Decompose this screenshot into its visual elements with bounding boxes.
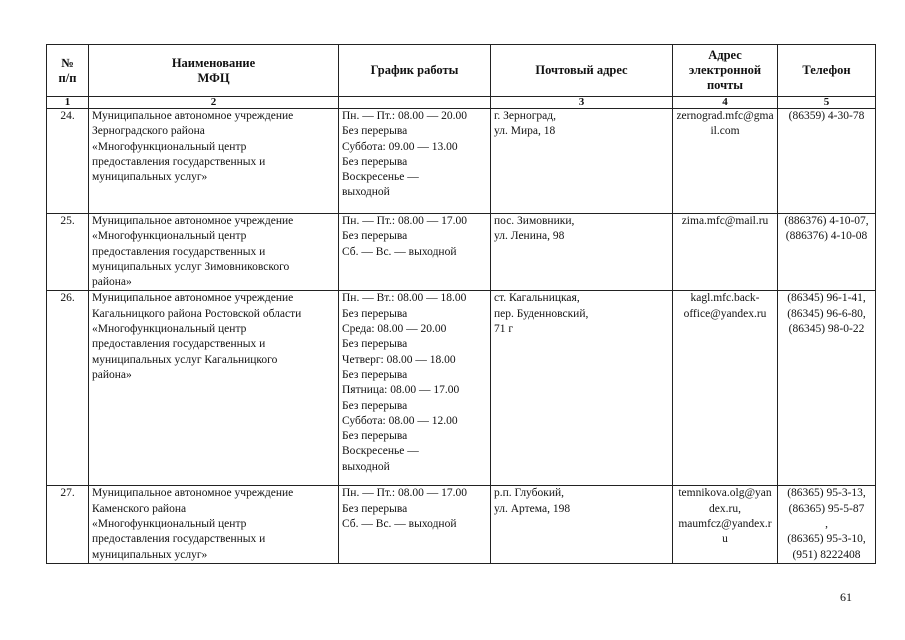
schedule-line: Без перерыва <box>342 338 408 351</box>
schedule-line: Без перерыва <box>342 155 408 168</box>
email-text: zernograd.mfc@gmail.com <box>676 110 774 138</box>
header-row <box>47 45 876 97</box>
phone-text: (86365) 95-3-13, (86365) 95-5-87 , (86365) 95-3-10, (951) 8222408 <box>787 487 866 561</box>
phone-cell <box>778 214 876 291</box>
address-cell <box>491 214 673 291</box>
schedule-line: Без перерыва <box>342 430 408 443</box>
header-schedule: График работы <box>339 45 491 97</box>
name-line: предоставления государственных и <box>92 533 266 546</box>
table-body <box>47 109 876 564</box>
page-number: 61 <box>840 590 852 604</box>
name-line: предоставления государственных и <box>92 155 266 168</box>
schedule-line: Суббота: 08.00 — 12.00 <box>342 414 458 427</box>
header-phone: Телефон <box>778 45 876 97</box>
column-number-2: 2 <box>89 97 339 109</box>
schedule-line: Четверг: 08.00 — 18.00 <box>342 353 456 366</box>
mfc-name-cell <box>89 214 339 291</box>
table-row <box>47 109 876 214</box>
email-cell <box>673 486 778 563</box>
mfc-name-cell <box>89 291 339 486</box>
address-line: ул. Ленина, 98 <box>494 230 565 243</box>
schedule-line: выходной <box>342 186 390 199</box>
header-email: Адрес электронной почты <box>673 45 778 97</box>
name-line: муниципальных услуг Кагальницкого <box>92 353 278 366</box>
address-line: ул. Артема, 198 <box>494 502 571 515</box>
phone-cell <box>778 291 876 486</box>
schedule-cell <box>339 109 491 214</box>
name-line: Кагальницкого района Ростовской области <box>92 307 302 320</box>
schedule-line: Без перерыва <box>342 502 408 515</box>
name-line: Муниципальное автономное учреждение <box>92 110 294 122</box>
name-line: «Многофункциональный центр <box>92 230 247 243</box>
name-line: предоставления государственных и <box>92 245 266 258</box>
header-name: Наименование МФЦ <box>89 45 339 97</box>
email-cell <box>673 109 778 214</box>
header-num: № п/п <box>47 45 89 97</box>
phone-text: (86345) 96-1-41, (86345) 96-6-80, (86345) 98-0-22 <box>787 292 866 336</box>
address-line: г. Зерноград, <box>494 110 556 122</box>
schedule-line: Без перерыва <box>342 230 408 243</box>
schedule-cell <box>339 486 491 563</box>
address-line: 71 г <box>494 323 514 336</box>
schedule-line: Пн. — Пт.: 08.00 — 17.00 <box>342 215 467 227</box>
name-line: Каменского района <box>92 502 187 515</box>
address-line: пер. Буденновский, <box>494 307 589 320</box>
name-line: «Многофункциональный центр <box>92 140 247 153</box>
address-cell <box>491 109 673 214</box>
schedule-line: Без перерыва <box>342 125 408 138</box>
schedule-line: Сб. — Вс. — выходной <box>342 518 457 531</box>
phone-text: (86359) 4-30-78 <box>788 110 865 122</box>
address-line: ст. Кагальницкая, <box>494 292 580 305</box>
column-number-row <box>47 97 876 109</box>
address-line: ул. Мира, 18 <box>494 125 556 138</box>
schedule-line: Без перерыва <box>342 307 408 320</box>
table-row <box>47 214 876 291</box>
table-row <box>47 486 876 563</box>
mfc-name-cell <box>89 109 339 214</box>
address-line: пос. Зимовники, <box>494 215 575 227</box>
mfc-name-cell <box>89 486 339 563</box>
column-number-3: 3 <box>491 97 673 109</box>
header-address: Почтовый адрес <box>491 45 673 97</box>
schedule-line: Воскресенье — <box>342 171 419 184</box>
name-line: Муниципальное автономное учреждение <box>92 215 294 227</box>
row-number-cell: 26. <box>47 291 89 486</box>
phone-text: (886376) 4-10-07, (886376) 4-10-08 <box>784 215 869 243</box>
name-line: района» <box>92 276 132 289</box>
schedule-line: Без перерыва <box>342 399 408 412</box>
row-number-cell: 25. <box>47 214 89 291</box>
address-line: р.п. Глубокий, <box>494 487 565 500</box>
schedule-cell <box>339 291 491 486</box>
name-line: муниципальных услуг» <box>92 171 208 184</box>
mfc-table <box>46 44 876 564</box>
schedule-line: Без перерыва <box>342 368 408 381</box>
name-line: «Многофункциональный центр <box>92 323 247 336</box>
schedule-line: Сб. — Вс. — выходной <box>342 245 457 258</box>
schedule-line: Среда: 08.00 — 20.00 <box>342 323 447 336</box>
schedule-line: Пн. — Пт.: 08.00 — 20.00 <box>342 110 467 122</box>
name-line: муниципальных услуг Зимовниковского <box>92 260 290 273</box>
schedule-line: Пн. — Пт.: 08.00 — 17.00 <box>342 487 467 500</box>
schedule-line: Пн. — Вт.: 08.00 — 18.00 <box>342 292 467 305</box>
column-number-4: 4 <box>673 97 778 109</box>
column-number-empty <box>339 97 491 109</box>
email-cell <box>673 214 778 291</box>
schedule-line: Воскресенье — <box>342 445 419 458</box>
schedule-line: выходной <box>342 460 390 473</box>
address-cell <box>491 486 673 563</box>
name-line: района» <box>92 368 132 381</box>
table-row <box>47 291 876 486</box>
name-line: Муниципальное автономное учреждение <box>92 487 294 500</box>
phone-cell <box>778 486 876 563</box>
email-text: kagl.mfc.back-office@yandex.ru <box>683 292 767 320</box>
name-line: Зерноградского района <box>92 125 205 138</box>
name-line: муниципальных услуг» <box>92 548 208 561</box>
row-number-cell: 24. <box>47 109 89 214</box>
address-cell <box>491 291 673 486</box>
row-number-cell: 27. <box>47 486 89 563</box>
schedule-line: Суббота: 09.00 — 13.00 <box>342 140 458 153</box>
column-number-5: 5 <box>778 97 876 109</box>
name-line: «Многофункциональный центр <box>92 518 247 531</box>
email-text: temnikova.olg@yandex.ru, maumfcz@yandex.ru <box>678 487 772 546</box>
schedule-line: Пятница: 08.00 — 17.00 <box>342 384 460 397</box>
name-line: предоставления государственных и <box>92 338 266 351</box>
schedule-cell <box>339 214 491 291</box>
phone-cell <box>778 109 876 214</box>
column-number-1: 1 <box>47 97 89 109</box>
email-text: zima.mfc@mail.ru <box>681 215 769 227</box>
name-line: Муниципальное автономное учреждение <box>92 292 294 305</box>
email-cell <box>673 291 778 486</box>
